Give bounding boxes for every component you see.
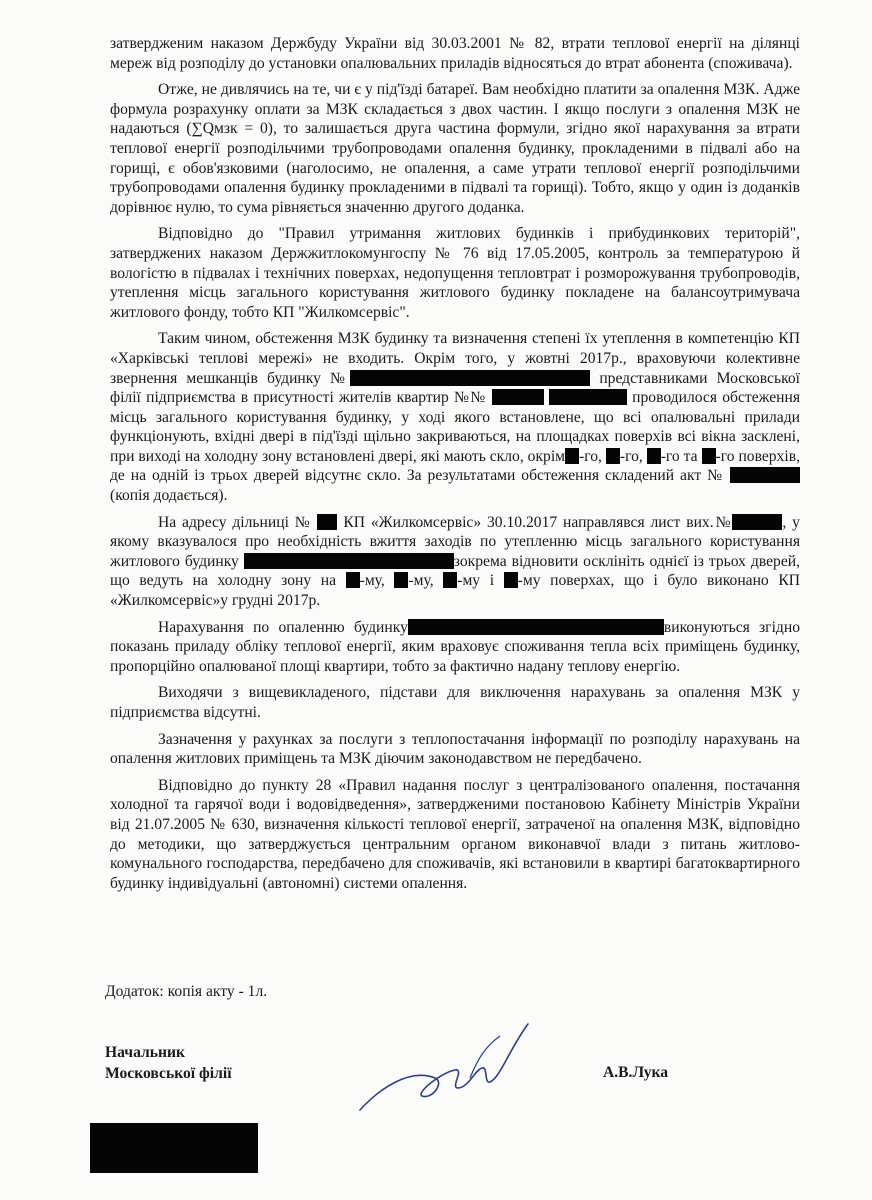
redaction-block — [244, 553, 454, 569]
text-run: -го, — [579, 447, 602, 465]
redaction-block — [492, 389, 544, 405]
redaction-block — [647, 448, 661, 464]
redaction-block — [504, 572, 518, 588]
text-run: Таким чином, обстеження МЗК будинку та визначення степені їх утеплення в компетенцію КП «Харківські теплові мережі» не входить. Окрім того, у жовтні 2017р., враховуючи колективне звернення мешканців будинку № — [110, 330, 800, 387]
text-run: -му, — [408, 572, 434, 590]
text-run: зокрема відновити осклініть однієї із трьох дверей, що ведуть на холодну зону на — [110, 552, 800, 590]
letter-body — [110, 34, 800, 900]
text-run: На адресу дільниці № — [158, 513, 312, 531]
position-line: Московської філії — [105, 1065, 232, 1082]
paragraph: затвердженим наказом Держбуду України від 30.03.2001 № 82, втрати теплової енергії на ділянці мереж від розподілу до установки опалювальних приладів відносяться до втрат абонента (споживача). — [110, 35, 800, 72]
text-run: , у якому вказувалося про необхідність вжиття заходів по утепленню місць загального користування житлового будинку — [110, 513, 800, 570]
redaction-block — [394, 572, 408, 588]
text-run: виконуються згідно показань приладу обліку теплової енергії, яким враховує споживання тепла всіх приміщень будинку, пропорційно опалюваної площі квартири, тобто за фактично надану теплову енергію. — [110, 618, 800, 675]
paragraph: Відповідно до пункту 28 «Правил надання послуг з централізованого опалення, постачання холодної та гарячої води і водовідведення», затвердженими постановою Кабінету Міністрів України від 21.07.2005 № 630, визначення кількості теплової енергії, затраченої на опалення МЗК, відповідно до методики, що затверджується центральним органом виконавчої влади з питань житлово-комунального господарства, передбачено для споживачів, які встановили в квартирі багатоквартирного будинку індивідуальні (автономні) системи опалення. — [110, 776, 800, 892]
redaction-block — [702, 448, 716, 464]
paragraph — [110, 618, 800, 677]
text-run: -му і — [457, 572, 495, 590]
redaction-block — [606, 448, 620, 464]
redaction-block — [565, 448, 579, 464]
text-run: -му поверхах, що і було виконано КП «Жилкомсервіс»у грудні 2017р. — [110, 572, 800, 610]
text-run: -го та — [660, 447, 698, 465]
redaction-block — [443, 572, 457, 588]
text-run: (копія додається). — [110, 487, 228, 505]
text-run: Нарахування по опаленню будинку — [158, 618, 408, 636]
text-run: проводилося обстеження місць загального користування будинку, у ході якого встановлене, що всі опалювальні прилади функціонують, вхідні двері в під'їзді щільно закриваються, на площадках поверхів всі вікна засклені, при виході на холодну зону встановлені двері, які мають скло, окрім — [110, 389, 800, 465]
paragraph: Отже, не дивлячись на те, чи є у під'їзді батареї. Вам необхідно платити за опалення МЗК. Адже формула розрахунку оплати за МЗК складається з двох частин. І якщо послуги з опалення МЗК не надаються (∑Qмзк = 0), то залишається друга частина формули, згідно якої нарахування за втрати теплової енергії розподільчими трубопроводами опалення будинку, прокладеними в підвалі або на горищі, є обов'язковими (наголосимо, не опалення, а саме утрати теплової енергії розподільчими трубопроводами опалення будинку прокладеними в підвалі та горищі). Тобто, якщо у один із доданків дорівнює нулю, то сума рівняється значенню другого доданка. — [110, 81, 800, 216]
signatory-name: А.В.Лука — [603, 1064, 669, 1081]
text-run: -го, — [619, 447, 643, 465]
paragraph — [110, 513, 800, 611]
redaction-block — [317, 514, 337, 530]
paragraph: Зазначення у рахунках за послуги з теплопостачання інформації по розподілу нарахувань на опалення житлових приміщень та МЗК діючим законодавством не передбачено. — [110, 730, 800, 768]
redaction-block — [346, 572, 360, 588]
text-run: КП «Жилкомсервіс» 30.10.2017 направлявся лист вих.№ — [343, 513, 733, 531]
redaction-block — [730, 467, 800, 483]
redaction-block — [408, 619, 664, 635]
redaction-block — [90, 1123, 258, 1173]
text-run: -го поверхів, де на одній із трьох дверей відсутнє скло. За результатами обстеження складений акт № — [110, 447, 800, 485]
text-run: -му, — [359, 572, 385, 590]
signatory-position — [105, 1042, 232, 1084]
paragraph — [110, 329, 800, 505]
redaction-block — [350, 370, 590, 386]
redaction-block — [549, 389, 627, 405]
paragraph: Виходячи з вищевикладеного, підстави для виключення нарахувань за опалення МЗК у підприємства відсутні. — [110, 684, 800, 721]
redaction-block — [732, 514, 782, 530]
position-line: Начальник — [105, 1044, 185, 1061]
appendix-note: Додаток: копія акту - 1л. — [105, 983, 268, 1000]
handwritten-signature — [350, 1018, 540, 1118]
paragraph: Відповідно до "Правил утримання житлових будинків і прибудинкових територій", затверджених наказом Держжитлокомунгоспу № 76 від 17.05.2005, контроль за температурою й вологістю в підвалах і технічних поверхах, недопущення тепловтрат і розморожування трубопроводів, утеплення місць загального користування житлового будинку покладене на балансоутримувача житлового фонду, тобто КП "Жилкомсервіс". — [110, 225, 800, 321]
text-run: представниками Московської філії підприємства в присутності жителів квартир №№ — [110, 369, 800, 407]
